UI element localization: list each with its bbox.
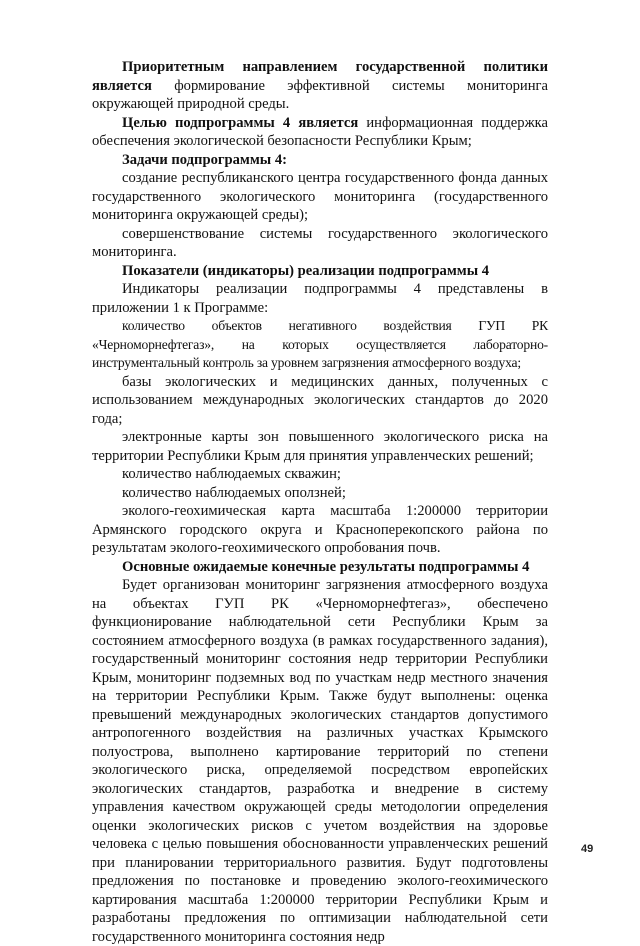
priority-text: формирование эффективной системы мониторинга окружающей природной среды.	[92, 77, 548, 112]
goal-lead: Целью подпрограммы 4 является	[122, 114, 359, 131]
indicator-item: базы экологических и медицинских данных, полученных с использованием международных экологических стандартов до 2020 года;	[92, 373, 548, 427]
indicator-item: количество наблюдаемых скважин;	[122, 466, 341, 482]
task-item: совершенствование системы государственного экологического мониторинга.	[92, 225, 548, 260]
goal-paragraph	[92, 114, 548, 151]
indicators-intro: Индикаторы реализации подпрограммы 4 представлены в приложении 1 к Программе:	[92, 281, 548, 316]
indicator-item: количество объектов негативного воздействия ГУП РК «Черноморнефтегаз», на которых осуществляется лабораторно-инструментальный контроль за уровнем загрязнения атмосферного воздуха;	[92, 318, 548, 370]
indicator-item: эколого-геохимическая карта масштаба 1:200000 территории Армянского городского округа и Красноперекопского района по результатам эколого-геохимического опробования почв.	[92, 503, 548, 556]
goal-text: информационная поддержка обеспечения экологической безопасности Республики Крым;	[92, 114, 549, 149]
results-paragraph: Будет организован мониторинг загрязнения атмосферного воздуха на объектах ГУП РК «Черноморнефтегаз», обеспечено функционирование наблюдательной сети Республики Крым за состоянием атмосферного воздуха (в рамках государственного задания), государственный мониторинг состояния недр территории Республики Крым, мониторинг подземных вод по участкам недр местного значения на территории Республики Крым. Также будут выполнены: оценка превышений международных экологических стандартов допустимого антропогенного воздействия на различных участках Крымского полуострова, выполнено картирование территорий по степени экологического риска, определяемой посредством европейских экологических стандартов, разработка и внедрение в систему управления качеством окружающей среды методологии определения оценки экологических рисков с учетом воздействия на здоровье человека с целью повышения обоснованности управленческих решений при планировании территориального развития. Будут подготовлены предложения по постановке и проведению эколого-геохимического картирования масштаба 1:200000 территории Республики Крым и разработаны предложения по оптимизации наблюдательной сети государственного мониторинга состояния недр	[92, 577, 548, 945]
page-number: 49	[581, 843, 594, 855]
priority-lead: Приоритетным направлением государственной политики является	[92, 59, 548, 94]
tasks-heading: Задачи подпрограммы 4:	[122, 151, 287, 168]
document-body	[92, 58, 548, 946]
indicators-heading: Показатели (индикаторы) реализации подпрограммы 4	[122, 262, 490, 279]
task-item: создание республиканского центра государственного фонда данных государственного экологического мониторинга (государственного мониторинга окружающей среды);	[92, 170, 548, 223]
indicator-item: электронные карты зон повышенного экологического риска на территории Республики Крым для принятия управленческих решений;	[92, 429, 548, 464]
indicator-item: количество наблюдаемых оползней;	[122, 484, 346, 501]
results-heading: Основные ожидаемые конечные результаты подпрограммы 4	[122, 558, 530, 575]
priority-paragraph	[92, 58, 548, 114]
